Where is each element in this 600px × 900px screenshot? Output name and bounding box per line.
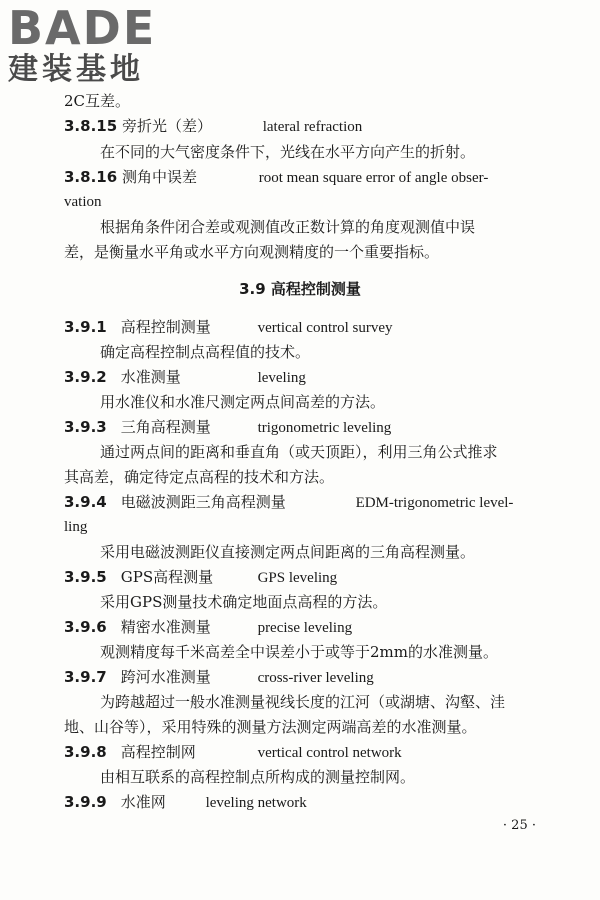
- term-entry: [64, 168, 488, 187]
- definition-line: 采用GPS测量技术确定地面点高程的方法。: [100, 593, 388, 611]
- term-english: vertical control network: [257, 745, 402, 761]
- definition-line: 由相互联系的高程控制点所构成的测量控制网。: [100, 768, 416, 786]
- definition-line: 通过两点间的距离和垂直角（或天顶距），利用三角公式推求: [100, 443, 498, 461]
- term-chinese: 跨河水准测量: [120, 668, 211, 686]
- definition-line: 差，是衡量水平角或水平方向观测精度的一个重要指标。: [64, 243, 440, 261]
- logo-brand: BADE: [8, 1, 157, 55]
- term-english: root mean square error of angle obser-: [258, 170, 489, 186]
- page-number: · 25 ·: [502, 818, 536, 833]
- term-number: 3.9.6: [64, 618, 107, 636]
- definition-line: 其高差，确定待定点高程的技术和方法。: [64, 468, 335, 486]
- term-entry: [64, 117, 362, 136]
- term-number: 3.8.15: [64, 117, 118, 135]
- term-number: 3.9.4: [64, 493, 107, 511]
- term-chinese: 精密水准测量: [120, 618, 211, 636]
- term-entry: [64, 318, 393, 337]
- section-heading: 3.9 高程控制测量: [239, 280, 361, 298]
- term-number: 3.9.8: [64, 743, 107, 761]
- term-english: leveling network: [205, 795, 307, 811]
- definition-line: 为跨越超过一般水准测量视线长度的江河（或湖塘、沟壑、洼: [100, 693, 506, 711]
- term-chinese: 测角中误差: [121, 168, 197, 186]
- text-line: ling: [64, 519, 88, 535]
- definition-line: 地、山谷等），采用特殊的测量方法测定两端高差的水准测量。: [64, 718, 477, 736]
- definition-line: 根据角条件闭合差或观测值改正数计算的角度观测值中误: [100, 218, 476, 236]
- watermark-logo: [8, 1, 178, 90]
- text-line: vation: [64, 194, 102, 210]
- term-english: GPS leveling: [257, 570, 338, 586]
- term-number: 3.9.7: [64, 668, 107, 686]
- term-entry: [64, 368, 306, 387]
- definition-line: 确定高程控制点高程值的技术。: [100, 343, 311, 361]
- term-chinese: 三角高程测量: [120, 418, 211, 436]
- term-number: 3.9.1: [64, 318, 107, 336]
- term-english: vertical control survey: [257, 320, 393, 336]
- term-entry: [64, 493, 513, 512]
- term-number: 3.8.16: [64, 168, 118, 186]
- text-line: 2C互差。: [64, 92, 131, 110]
- term-english: leveling: [257, 370, 306, 386]
- definition-line: 观测精度每千米高差全中误差小于或等于2mm的水准测量。: [100, 643, 498, 661]
- logo-subtitle: 建装基地: [8, 52, 144, 87]
- term-entry: [64, 418, 391, 437]
- definition-line: 在不同的大气密度条件下，光线在水平方向产生的折射。: [100, 143, 476, 161]
- term-entry: [64, 568, 337, 587]
- term-chinese: 水准网: [120, 793, 166, 811]
- term-chinese: 高程控制网: [120, 743, 196, 761]
- term-english: trigonometric leveling: [257, 420, 392, 436]
- term-chinese: GPS高程测量: [120, 568, 214, 586]
- term-english: precise leveling: [257, 620, 353, 636]
- term-number: 3.9.9: [64, 793, 107, 811]
- term-entry: [64, 668, 374, 687]
- term-chinese: 电磁波测距三角高程测量: [120, 493, 286, 511]
- term-chinese: 旁折光（差）: [121, 117, 212, 135]
- term-chinese: 高程控制测量: [120, 318, 211, 336]
- term-number: 3.9.3: [64, 418, 107, 436]
- term-english: EDM-trigonometric level-: [355, 495, 514, 511]
- definition-line: 用水准仪和水准尺测定两点间高差的方法。: [100, 393, 386, 411]
- term-chinese: 水准测量: [120, 368, 181, 386]
- term-entry: [64, 793, 307, 812]
- term-entry: [64, 618, 352, 637]
- term-entry: [64, 743, 402, 762]
- term-english: lateral refraction: [262, 119, 363, 135]
- term-number: 3.9.5: [64, 568, 107, 586]
- term-number: 3.9.2: [64, 368, 107, 386]
- definition-line: 采用电磁波测距仪直接测定两点间距离的三角高程测量。: [100, 543, 476, 561]
- term-english: cross-river leveling: [257, 670, 374, 686]
